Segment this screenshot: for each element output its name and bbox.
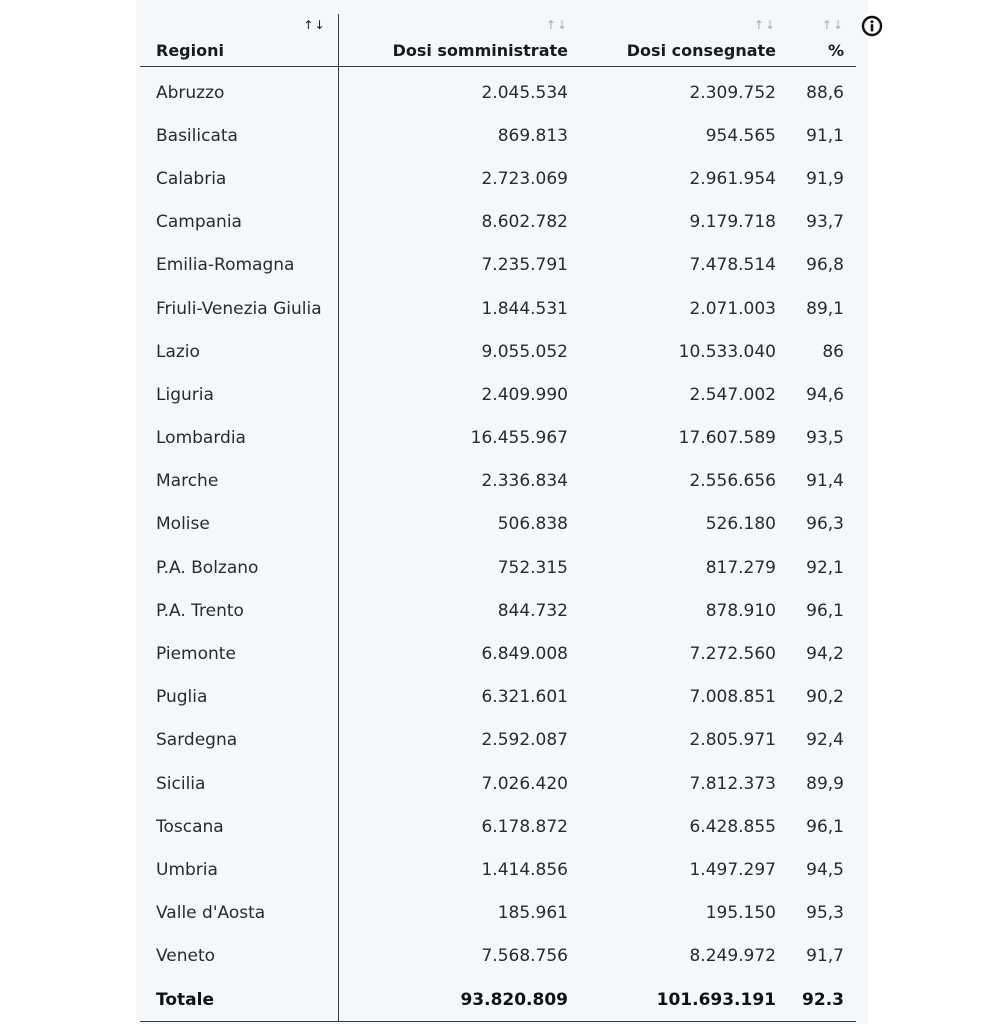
cell-administered: 869.813 (497, 125, 568, 146)
cell-administered: 2.336.834 (481, 471, 568, 492)
cell-percent: 94,5 (806, 859, 844, 880)
cell-delivered: 17.607.589 (678, 428, 776, 449)
cell-administered: 844.732 (497, 600, 568, 621)
table-row (140, 287, 856, 330)
table-row (140, 67, 856, 115)
cell-delivered: 2.805.971 (689, 730, 776, 751)
table-row (140, 373, 856, 416)
sort-percent-icon[interactable]: ↑↓ (821, 18, 844, 32)
cell-administered: 7.026.420 (481, 773, 568, 794)
table-row (140, 201, 856, 244)
cell-percent: 91,7 (806, 946, 844, 967)
cell-percent: 92,1 (806, 557, 844, 578)
cell-region: Veneto (140, 935, 338, 978)
column-header-delivered[interactable] (580, 14, 788, 67)
cell-administered: 506.838 (497, 514, 568, 535)
cell-delivered: 1.497.297 (689, 859, 776, 880)
table-row (140, 417, 856, 460)
cell-delivered: 954.565 (705, 125, 776, 146)
cell-delivered: 195.150 (705, 903, 776, 924)
cell-delivered: 7.812.373 (689, 773, 776, 794)
table-row (140, 503, 856, 546)
cell-region: Basilicata (140, 114, 338, 157)
cell-delivered: 2.309.752 (689, 82, 776, 103)
table-row (140, 892, 856, 935)
cell-delivered: 2.071.003 (689, 298, 776, 319)
cell-region: Friuli-Venezia Giulia (140, 287, 338, 330)
cell-percent: 91,4 (806, 471, 844, 492)
cell-administered: 185.961 (497, 903, 568, 924)
table-row (140, 632, 856, 675)
column-header-percent-label: % (827, 41, 844, 60)
cell-delivered: 526.180 (705, 514, 776, 535)
cell-administered: 6.178.872 (481, 816, 568, 837)
table-row (140, 762, 856, 805)
cell-percent: 90,2 (806, 687, 844, 708)
cell-region: Sicilia (140, 762, 338, 805)
column-header-delivered-label: Dosi consegnate (626, 41, 776, 60)
cell-delivered: 2.547.002 (689, 384, 776, 405)
cell-administered: 1.844.531 (481, 298, 568, 319)
table-row (140, 157, 856, 200)
cell-delivered: 817.279 (705, 557, 776, 578)
cell-delivered: 2.556.656 (689, 471, 776, 492)
total-region-label: Totale (140, 978, 338, 1022)
cell-percent: 94,6 (806, 384, 844, 405)
cell-region: Liguria (140, 373, 338, 416)
cell-region: Piemonte (140, 632, 338, 675)
sort-delivered-icon[interactable]: ↑↓ (753, 18, 776, 32)
cell-delivered: 878.910 (705, 600, 776, 621)
cell-percent: 94,2 (806, 644, 844, 665)
cell-percent: 96,1 (806, 816, 844, 837)
column-header-percent[interactable] (788, 14, 856, 67)
cell-region: Umbria (140, 848, 338, 891)
vaccine-doses-table (140, 14, 856, 1022)
cell-administered: 8.602.782 (481, 212, 568, 233)
cell-region: Marche (140, 460, 338, 503)
cell-region: Molise (140, 503, 338, 546)
cell-percent: 91,1 (806, 125, 844, 146)
table-row (140, 805, 856, 848)
column-header-region[interactable] (140, 14, 338, 67)
info-icon[interactable] (861, 15, 883, 37)
cell-region: Lazio (140, 330, 338, 373)
cell-administered: 2.045.534 (481, 82, 568, 103)
cell-region: Abruzzo (140, 67, 338, 115)
table-row (140, 848, 856, 891)
table-row (140, 330, 856, 373)
table-row (140, 719, 856, 762)
total-administered: 93.820.809 (338, 978, 580, 1022)
cell-administered: 2.723.069 (481, 168, 568, 189)
total-delivered: 101.693.191 (580, 978, 788, 1022)
cell-region: Puglia (140, 676, 338, 719)
cell-region: Emilia-Romagna (140, 244, 338, 287)
column-header-administered-label: Dosi somministrate (392, 41, 568, 60)
cell-delivered: 6.428.855 (689, 816, 776, 837)
cell-administered: 7.568.756 (481, 946, 568, 967)
cell-percent: 92,4 (806, 730, 844, 751)
table-total-row (140, 978, 856, 1022)
cell-region: P.A. Bolzano (140, 546, 338, 589)
cell-delivered: 8.249.972 (689, 946, 776, 967)
cell-delivered: 2.961.954 (689, 168, 776, 189)
table-row (140, 676, 856, 719)
cell-region: Calabria (140, 157, 338, 200)
cell-percent: 91,9 (806, 168, 844, 189)
cell-administered: 1.414.856 (481, 859, 568, 880)
column-header-administered[interactable] (338, 14, 580, 67)
cell-percent: 96,1 (806, 600, 844, 621)
total-percent: 92.3 (788, 978, 856, 1022)
cell-region: Lombardia (140, 417, 338, 460)
cell-percent: 96,3 (806, 514, 844, 535)
cell-administered: 9.055.052 (481, 341, 568, 362)
cell-delivered: 9.179.718 (689, 212, 776, 233)
cell-delivered: 7.008.851 (689, 687, 776, 708)
table-row (140, 589, 856, 632)
cell-delivered: 7.478.514 (689, 255, 776, 276)
table-row (140, 460, 856, 503)
cell-percent: 89,9 (806, 773, 844, 794)
cell-administered: 2.409.990 (481, 384, 568, 405)
cell-percent: 95,3 (806, 903, 844, 924)
table-header-row (140, 14, 856, 67)
cell-percent: 86 (822, 341, 844, 362)
cell-region: Campania (140, 201, 338, 244)
sort-administered-icon[interactable]: ↑↓ (545, 18, 568, 32)
sort-region-icon[interactable]: ↑↓ (303, 18, 326, 32)
cell-administered: 16.455.967 (470, 428, 568, 449)
cell-region: P.A. Trento (140, 589, 338, 632)
cell-delivered: 10.533.040 (678, 341, 776, 362)
table-row (140, 546, 856, 589)
cell-administered: 7.235.791 (481, 255, 568, 276)
cell-region: Toscana (140, 805, 338, 848)
cell-percent: 93,5 (806, 428, 844, 449)
cell-administered: 752.315 (497, 557, 568, 578)
cell-administered: 6.849.008 (481, 644, 568, 665)
table-row (140, 114, 856, 157)
cell-delivered: 7.272.560 (689, 644, 776, 665)
cell-region: Sardegna (140, 719, 338, 762)
cell-region: Valle d'Aosta (140, 892, 338, 935)
column-header-region-label: Regioni (156, 41, 224, 60)
table-row (140, 935, 856, 978)
cell-percent: 89,1 (806, 298, 844, 319)
cell-percent: 93,7 (806, 212, 844, 233)
table-body (140, 67, 856, 1022)
cell-percent: 96,8 (806, 255, 844, 276)
table-row (140, 244, 856, 287)
cell-administered: 6.321.601 (481, 687, 568, 708)
cell-administered: 2.592.087 (481, 730, 568, 751)
cell-percent: 88,6 (806, 82, 844, 103)
